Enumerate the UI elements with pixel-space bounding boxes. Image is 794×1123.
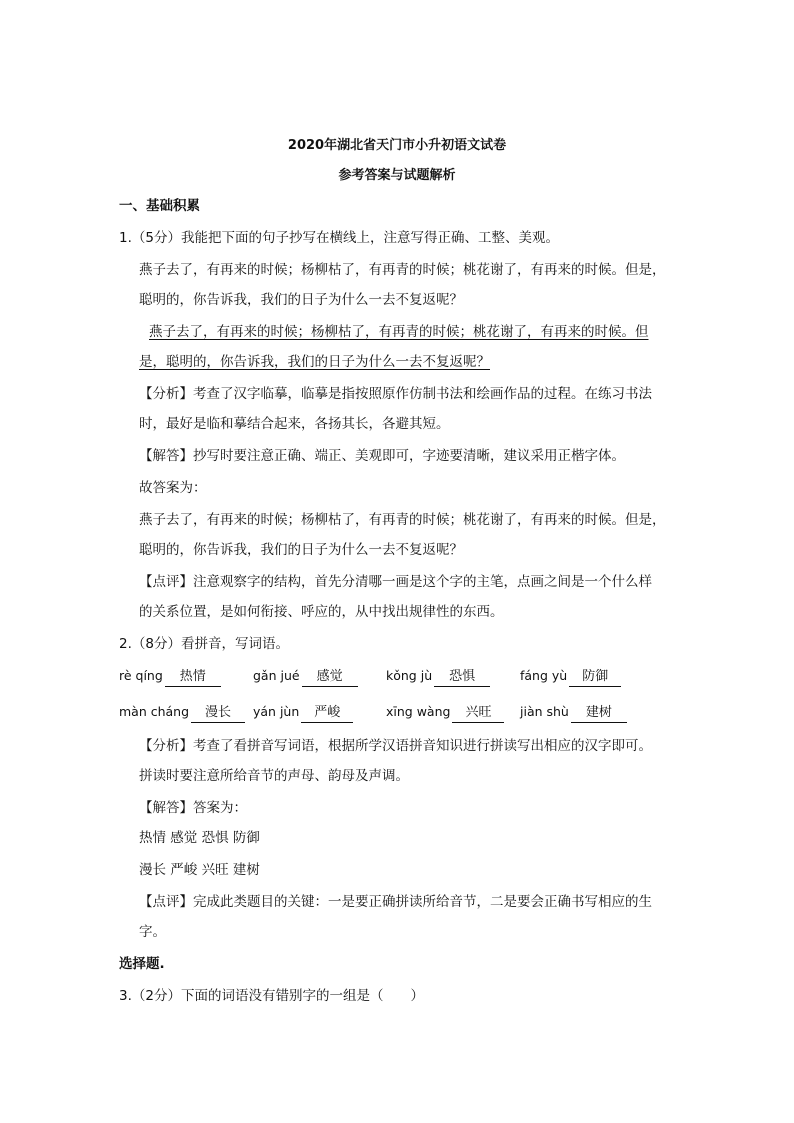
pinyin: kǒng jù	[386, 668, 433, 683]
pinyin-pair	[386, 666, 490, 687]
q2-stem: 2.（8分）看拼音，写词语。	[119, 636, 289, 652]
page-subtitle: 参考答案与试题解析	[338, 168, 456, 183]
pinyin-answer: 严峻	[301, 704, 353, 723]
pinyin-pair	[520, 702, 627, 723]
q1-answer-text: 燕子去了，有再来的时候；杨柳枯了，有再青的时候；桃花谢了，有再来的时候。但	[149, 324, 649, 340]
q1-comment: 的关系位置，是如何衔接、呼应的，从中找出规律性的东西。	[139, 604, 504, 620]
q2-solution: 【解答】答案为：	[139, 800, 247, 816]
section-heading-choice: 选择题.	[119, 956, 165, 972]
pinyin: yán jùn	[253, 704, 300, 719]
pinyin: fáng yù	[520, 668, 568, 683]
q2-comment: 字。	[139, 924, 166, 940]
pinyin-pair	[253, 666, 358, 687]
q1-answer-text: 是，聪明的，你告诉我，我们的日子为什么一去不复返呢？	[139, 354, 490, 370]
pinyin-answer: 恐惧	[434, 668, 490, 687]
q2-analysis: 【分析】考查了看拼音写词语，根据所学汉语拼音知识进行拼读写出相应的汉字即可。	[139, 738, 652, 754]
q1-answer-line	[139, 352, 506, 372]
pinyin-answer: 兴旺	[452, 704, 504, 723]
pinyin-pair	[119, 702, 245, 723]
pinyin: jiàn shù	[520, 704, 569, 719]
q2-comment: 【点评】完成此类题目的关键：一是要正确拼读所给音节，二是要会正确书写相应的生	[139, 894, 652, 910]
q1-answer-line	[139, 322, 649, 342]
pinyin-answer: 建树	[571, 704, 627, 723]
q1-answer-label: 故答案为：	[139, 480, 207, 496]
q1-comment: 【点评】注意观察字的结构，首先分清哪一画是这个字的主笔，点画之间是一个什么样	[139, 574, 652, 590]
q1-text-line: 燕子去了，有再来的时候；杨柳枯了，有再青的时候；桃花谢了，有再来的时候。但是，	[139, 262, 666, 278]
q1-stem: 1.（5分）我能把下面的句子抄写在横线上，注意写得正确、工整、美观。	[119, 230, 559, 246]
pinyin-answer: 漫长	[191, 704, 245, 723]
q1-analysis: 时，最好是临和摹结合起来，各扬其长，各避其短。	[139, 416, 450, 432]
pinyin-answer: 感觉	[302, 668, 358, 687]
pinyin: rè qíng	[119, 668, 163, 683]
section-heading-basic: 一、基础积累	[119, 198, 200, 214]
pinyin-pair	[386, 702, 504, 723]
page-title: 2020年湖北省天门市小升初语文试卷	[287, 138, 507, 153]
q2-analysis: 拼读时要注意所给音节的声母、韵母及声调。	[139, 768, 409, 784]
pinyin-pair	[520, 666, 621, 687]
q1-text-line: 聪明的，你告诉我，我们的日子为什么一去不复返呢？	[139, 292, 463, 308]
q2-answers: 漫长 严峻 兴旺 建树	[139, 862, 260, 878]
pinyin-answer: 热情	[165, 668, 221, 687]
q1-analysis: 【分析】考查了汉字临摹，临摹是指按照原作仿制书法和绘画作品的过程。在练习书法	[139, 386, 652, 402]
pinyin-pair	[119, 666, 221, 687]
pinyin-pair	[253, 702, 353, 723]
q1-solution: 【解答】抄写时要注意正确、端正、美观即可，字迹要清晰，建议采用正楷字体。	[139, 448, 625, 464]
pinyin: gǎn jué	[253, 668, 300, 683]
q1-final-answer: 燕子去了，有再来的时候；杨柳枯了，有再青的时候；桃花谢了，有再来的时候。但是，	[139, 512, 666, 528]
pinyin: xīng wàng	[386, 704, 451, 719]
q3-stem: 3.（2分）下面的词语没有错别字的一组是（ ）	[119, 988, 424, 1004]
q2-answers: 热情 感觉 恐惧 防御	[139, 830, 260, 846]
pinyin-answer: 防御	[569, 668, 621, 687]
q1-final-answer: 聪明的，你告诉我，我们的日子为什么一去不复返呢？	[139, 542, 463, 558]
pinyin: màn cháng	[119, 704, 190, 719]
